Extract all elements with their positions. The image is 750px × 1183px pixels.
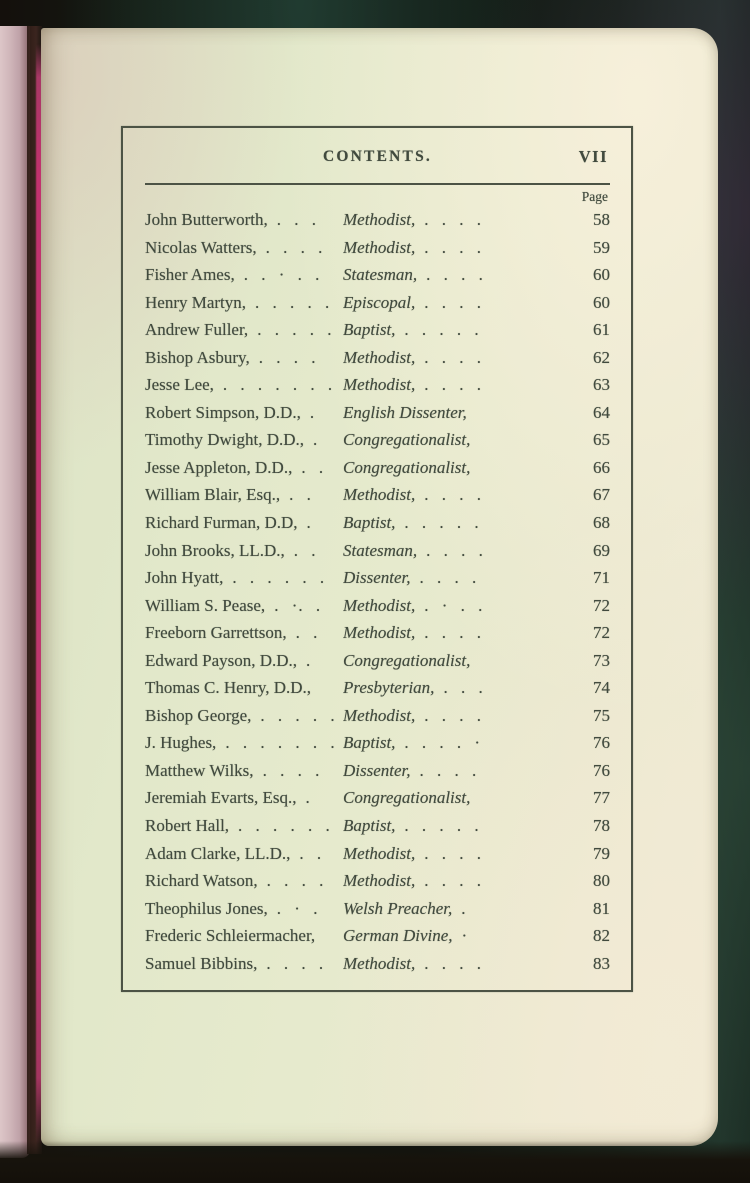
entry-page-number: 62 (593, 347, 610, 367)
entry-denomination: Dissenter, (343, 568, 411, 588)
entry-leader-dots-2: · (461, 926, 469, 946)
entry-leader-dots-1: . (306, 650, 312, 670)
entry-page-number: 66 (593, 457, 610, 477)
contents-entry (145, 399, 610, 427)
entry-leader-dots-1: . · . (276, 898, 319, 918)
entry-leader-dots-2: . . . . (419, 568, 478, 588)
entry-leader-dots-1: . . . . (266, 871, 325, 891)
entry-name-cell (145, 784, 343, 812)
entry-denomination-cell (343, 344, 574, 372)
entry-denomination: Congregationalist, (343, 650, 471, 670)
entry-name-cell (145, 371, 343, 399)
contents-entry (145, 454, 610, 482)
entry-page-number: 83 (593, 953, 610, 973)
entry-denomination-cell (343, 812, 574, 840)
entry-page-number: 78 (593, 816, 610, 836)
entry-denomination: Methodist, (343, 375, 416, 395)
entry-denomination-cell (343, 537, 574, 565)
entry-page-number: 82 (593, 926, 610, 946)
entry-leader-dots-1: . . (301, 457, 325, 477)
entry-denomination-cell (343, 592, 574, 620)
entry-denomination-cell (343, 674, 574, 702)
contents-entry (145, 702, 610, 730)
entry-name-cell (145, 289, 343, 317)
entry-name-cell (145, 619, 343, 647)
entry-denomination: Baptist, (343, 816, 396, 836)
entry-denomination: Baptist, (343, 513, 396, 533)
entry-denomination-cell (343, 647, 574, 675)
entry-denomination: Methodist, (343, 210, 416, 229)
entry-denomination-cell (343, 509, 574, 537)
entry-name: Theophilus Jones, (145, 898, 268, 918)
contents-entry (145, 426, 610, 454)
entry-denomination: Methodist, (343, 595, 416, 615)
entry-name-cell (145, 537, 343, 565)
entry-denomination: Statesman, (343, 265, 418, 285)
entry-denomination-cell (343, 702, 574, 730)
entry-page-number: 81 (593, 898, 610, 918)
entry-page-number: 60 (593, 265, 610, 285)
entry-page-number: 80 (593, 871, 610, 891)
entry-name: Robert Simpson, D.D., (145, 402, 301, 422)
entry-name-cell (145, 481, 343, 509)
contents-entry (145, 674, 610, 702)
entry-name-cell (145, 895, 343, 923)
entry-leader-dots-2: . . . . (424, 871, 482, 891)
contents-entry (145, 206, 610, 234)
entry-page-number: 72 (593, 623, 610, 643)
entry-denomination: English Dissenter, (343, 402, 467, 422)
entry-page-number: 75 (593, 705, 610, 725)
entry-leader-dots-1: . . . . . (255, 292, 331, 312)
contents-box-inner (123, 128, 631, 990)
entry-denomination-cell (343, 206, 574, 234)
folio-number: VII (578, 147, 608, 166)
entry-name-cell (145, 729, 343, 757)
entry-leader-dots-1: . . . . . . (238, 816, 331, 836)
entry-name: Matthew Wilks, (145, 760, 254, 780)
entry-leader-dots-1: . . . . (258, 347, 317, 367)
entry-leader-dots-1: . (305, 788, 311, 808)
entry-denomination-cell (343, 261, 574, 289)
contents-entry (145, 592, 610, 620)
entry-leader-dots-1: . . . . . . (232, 568, 326, 588)
entry-denomination-cell (343, 867, 574, 895)
entry-name: Adam Clarke, LL.D., (145, 843, 291, 863)
entry-leader-dots-2: . . . . (426, 540, 484, 560)
entry-leader-dots-2: . . . . (419, 760, 478, 780)
entry-leader-dots-2: . . . . (424, 210, 482, 229)
entry-leader-dots-2: . . . (443, 678, 484, 698)
entry-denomination: Baptist, (343, 320, 396, 340)
entry-page-number: 59 (593, 237, 610, 257)
entry-denomination: Baptist, (343, 733, 396, 753)
contents-entry (145, 261, 610, 289)
entry-name: Frederic Schleiermacher, (145, 926, 316, 946)
entry-denomination-cell (343, 316, 574, 344)
entry-leader-dots-1: . . (295, 623, 319, 643)
entry-name: William S. Pease, (145, 595, 266, 615)
entry-name: John Hyatt, (145, 568, 224, 588)
entry-denomination: Episcopal, (343, 292, 416, 312)
entry-denomination: Methodist, (343, 871, 416, 891)
entry-leader-dots-2: . (461, 898, 467, 918)
contents-entry (145, 619, 610, 647)
entry-name-cell (145, 840, 343, 868)
entry-page-number: 73 (593, 650, 610, 670)
contents-list (145, 206, 610, 977)
entry-leader-dots-2: . . . . (424, 623, 482, 643)
entry-page-number: 65 (593, 430, 610, 450)
entry-denomination-cell (343, 757, 574, 785)
entry-denomination-cell (343, 454, 574, 482)
entry-page-number: 68 (593, 513, 610, 533)
contents-entry (145, 950, 610, 978)
entry-denomination-cell (343, 784, 574, 812)
contents-entry (145, 564, 610, 592)
entry-denomination-cell (343, 564, 574, 592)
entry-leader-dots-2: . . . . (424, 705, 482, 725)
entry-denomination: Methodist, (343, 485, 416, 505)
entry-denomination-cell (343, 922, 574, 950)
entry-name: Jesse Lee, (145, 375, 214, 395)
entry-denomination-cell (343, 840, 574, 868)
entry-name: Bishop Asbury, (145, 347, 250, 367)
entry-leader-dots-2: . . . . (424, 843, 482, 863)
entry-leader-dots-2: . . . . (424, 292, 482, 312)
entry-denomination-cell (343, 729, 574, 757)
entry-leader-dots-2: . . . . (424, 347, 482, 367)
entry-name-cell (145, 454, 343, 482)
entry-denomination: Presbyterian, (343, 678, 435, 698)
contents-entry (145, 509, 610, 537)
entry-denomination-cell (343, 619, 574, 647)
entry-name-cell (145, 206, 343, 234)
entry-page-number: 60 (593, 292, 610, 312)
entry-name-cell (145, 647, 343, 675)
entry-page-number: 58 (593, 210, 610, 229)
entry-name: William Blair, Esq., (145, 485, 281, 505)
entry-denomination: German Divine, (343, 926, 453, 946)
entry-name-cell (145, 316, 343, 344)
contents-entry (145, 289, 610, 317)
entry-page-number: 71 (593, 568, 610, 588)
entry-name-cell (145, 234, 343, 262)
entry-denomination-cell (343, 234, 574, 262)
entry-leader-dots-1: . ·. . (274, 595, 322, 615)
entry-name-cell (145, 509, 343, 537)
entry-name: Richard Watson, (145, 871, 258, 891)
entry-leader-dots-1: . . . (276, 210, 318, 229)
entry-leader-dots-1: . (313, 430, 319, 450)
entry-leader-dots-1: . . (289, 485, 312, 505)
entry-name: Thomas C. Henry, D.D., (145, 678, 312, 698)
entry-name: Fisher Ames, (145, 265, 235, 285)
entry-name: Richard Furman, D.D, (145, 513, 298, 533)
entry-name: Nicolas Watters, (145, 237, 257, 257)
page-title: CONTENTS. (323, 148, 432, 165)
entry-denomination-cell (343, 481, 574, 509)
page-header (145, 148, 610, 170)
entry-denomination: Methodist, (343, 347, 416, 367)
entry-name-cell (145, 592, 343, 620)
entry-leader-dots-1: . . . . . (257, 320, 333, 340)
book-page (41, 28, 718, 1146)
entry-denomination-cell (343, 895, 574, 923)
entry-leader-dots-1: . . . . (262, 760, 321, 780)
entry-denomination-cell (343, 426, 574, 454)
entry-leader-dots-1: . . . . . . . (222, 375, 334, 395)
entry-name: Freeborn Garrettson, (145, 623, 287, 643)
entry-name-cell (145, 426, 343, 454)
entry-name-cell (145, 344, 343, 372)
entry-denomination: Congregationalist, (343, 788, 471, 808)
entry-name: Andrew Fuller, (145, 320, 249, 340)
entry-name-cell (145, 867, 343, 895)
entry-name-cell (145, 950, 343, 978)
contents-entry (145, 344, 610, 372)
entry-name-cell (145, 564, 343, 592)
contents-entry (145, 757, 610, 785)
contents-entry (145, 784, 610, 812)
entry-page-number: 74 (593, 678, 610, 698)
contents-entry (145, 840, 610, 868)
entry-leader-dots-2: . . . . (424, 237, 482, 257)
entry-denomination: Congregationalist, (343, 430, 471, 450)
entry-name: Henry Martyn, (145, 292, 247, 312)
entry-name: Timothy Dwight, D.D., (145, 430, 305, 450)
entry-leader-dots-1: . . . . . (260, 705, 336, 725)
entry-leader-dots-2: . . . . (426, 265, 484, 285)
entry-denomination-cell (343, 289, 574, 317)
entry-page-number: 69 (593, 540, 610, 560)
contents-entry (145, 481, 610, 509)
contents-entry (145, 922, 610, 950)
entry-name: Samuel Bibbins, (145, 953, 258, 973)
entry-leader-dots-2: . · . . (424, 595, 484, 615)
entry-name: Jesse Appleton, D.D., (145, 457, 293, 477)
entry-leader-dots-2: . . . . (424, 485, 482, 505)
entry-denomination: Congregationalist, (343, 457, 471, 477)
contents-entry (145, 895, 610, 923)
entry-name: John Butterworth, (145, 210, 268, 229)
entry-name-cell (145, 922, 343, 950)
entry-name-cell (145, 399, 343, 427)
entry-leader-dots-1: . . . . (265, 237, 324, 257)
contents-entry (145, 812, 610, 840)
entry-denomination: Methodist, (343, 623, 416, 643)
entry-denomination: Welsh Preacher, (343, 898, 453, 918)
entry-leader-dots-1: . . (293, 540, 317, 560)
entry-denomination-cell (343, 371, 574, 399)
entry-denomination: Methodist, (343, 843, 416, 863)
entry-page-number: 79 (593, 843, 610, 863)
entry-page-number: 63 (593, 375, 610, 395)
header-rule (145, 183, 610, 185)
contents-entry (145, 371, 610, 399)
entry-leader-dots-2: . . . . . (404, 513, 480, 533)
entry-page-number: 77 (593, 788, 610, 808)
contents-entry (145, 867, 610, 895)
entry-page-number: 76 (593, 733, 610, 753)
entry-name: Robert Hall, (145, 816, 230, 836)
entry-leader-dots-2: . . . . . (404, 320, 480, 340)
entry-leader-dots-2: . . . . . (404, 816, 480, 836)
entry-denomination: Methodist, (343, 705, 416, 725)
entry-denomination: Dissenter, (343, 760, 411, 780)
entry-leader-dots-2: . . . . (424, 375, 482, 395)
contents-border-box (121, 126, 633, 992)
entry-denomination: Statesman, (343, 540, 418, 560)
page-column-label: Page (581, 189, 608, 204)
entry-leader-dots-2: . . . . · (404, 733, 482, 753)
entry-name-cell (145, 261, 343, 289)
entry-denomination-cell (343, 399, 574, 427)
entry-leader-dots-1: . . · . . (243, 265, 321, 285)
entry-name: J. Hughes, (145, 733, 217, 753)
entry-name-cell (145, 702, 343, 730)
entry-name: Jeremiah Evarts, Esq., (145, 788, 297, 808)
entry-page-number: 72 (593, 595, 610, 615)
entry-leader-dots-1: . . (299, 843, 323, 863)
entry-name-cell (145, 674, 343, 702)
entry-page-number: 76 (593, 760, 610, 780)
contents-entry (145, 316, 610, 344)
contents-entry (145, 537, 610, 565)
entry-denomination: Methodist, (343, 237, 416, 257)
entry-name: Bishop George, (145, 705, 252, 725)
entry-name: Edward Payson, D.D., (145, 650, 298, 670)
entry-leader-dots-1: . . . . (266, 953, 325, 973)
previous-page-edge (0, 26, 30, 1158)
entry-name-cell (145, 757, 343, 785)
contents-entry (145, 647, 610, 675)
entry-leader-dots-1: . . . . . . . (225, 733, 336, 753)
entry-leader-dots-1: . (306, 513, 312, 533)
contents-entry (145, 729, 610, 757)
entry-denomination-cell (343, 950, 574, 978)
contents-entry (145, 234, 610, 262)
entry-leader-dots-2: . . . . (424, 953, 482, 973)
entry-page-number: 61 (593, 320, 610, 340)
entry-leader-dots-1: . (309, 402, 316, 422)
entry-denomination: Methodist, (343, 953, 416, 973)
entry-name-cell (145, 812, 343, 840)
entry-page-number: 67 (593, 485, 610, 505)
entry-page-number: 64 (593, 402, 610, 422)
entry-name: John Brooks, LL.D., (145, 540, 285, 560)
